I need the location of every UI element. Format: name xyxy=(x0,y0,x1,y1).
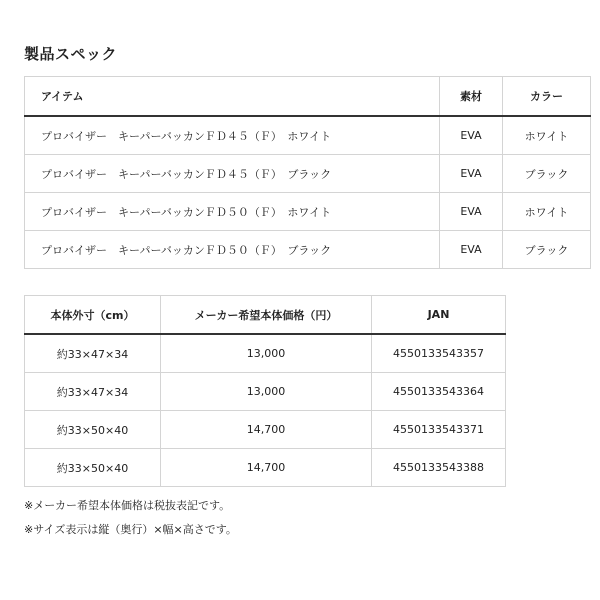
spec-cell-item: プロバイザー キーパーバッカンＦＤ５０（Ｆ） ホワイト xyxy=(25,193,440,231)
spec-cell-item: プロバイザー キーパーバッカンＦＤ５０（Ｆ） ブラック xyxy=(25,231,440,269)
price-cell-price: 14,700 xyxy=(161,449,372,487)
spec-cell-color: ブラック xyxy=(503,155,591,193)
table-row xyxy=(25,231,591,269)
price-cell-size: 約33×50×40 xyxy=(25,449,161,487)
note-tax: ※メーカー希望本体価格は税抜表記です。 xyxy=(24,499,231,512)
price-cell-jan: 4550133543364 xyxy=(372,373,506,411)
table-row xyxy=(25,155,591,193)
page-title: 製品スペック xyxy=(24,45,118,63)
note-size: ※サイズ表示は縦（奥行）×幅×高さです。 xyxy=(24,523,237,536)
price-cell-size: 約33×47×34 xyxy=(25,373,161,411)
spec-cell-color: ブラック xyxy=(503,231,591,269)
spec-cell-color: ホワイト xyxy=(503,193,591,231)
price-cell-price: 14,700 xyxy=(161,411,372,449)
spec-cell-item: プロバイザー キーパーバッカンＦＤ４５（Ｆ） ホワイト xyxy=(25,116,440,155)
table-row xyxy=(25,334,506,373)
price-header-jan: JAN xyxy=(372,296,506,335)
spec-header-material: 素材 xyxy=(440,77,503,117)
spec-cell-item: プロバイザー キーパーバッカンＦＤ４５（Ｆ） ブラック xyxy=(25,155,440,193)
price-cell-jan: 4550133543357 xyxy=(372,334,506,373)
spec-table xyxy=(24,76,591,269)
spec-cell-material: EVA xyxy=(440,231,503,269)
price-cell-size: 約33×47×34 xyxy=(25,334,161,373)
spec-cell-material: EVA xyxy=(440,116,503,155)
spec-cell-material: EVA xyxy=(440,155,503,193)
price-table-header-row xyxy=(25,296,506,335)
price-cell-size: 約33×50×40 xyxy=(25,411,161,449)
table-row xyxy=(25,193,591,231)
spec-cell-material: EVA xyxy=(440,193,503,231)
price-header-price: メーカー希望本体価格（円） xyxy=(161,296,372,335)
spec-table-header-row xyxy=(25,77,591,117)
price-table xyxy=(24,295,506,487)
table-row xyxy=(25,116,591,155)
price-header-size: 本体外寸（cm） xyxy=(25,296,161,335)
table-row xyxy=(25,373,506,411)
table-row xyxy=(25,449,506,487)
spec-cell-color: ホワイト xyxy=(503,116,591,155)
price-cell-price: 13,000 xyxy=(161,334,372,373)
price-cell-jan: 4550133543388 xyxy=(372,449,506,487)
price-cell-price: 13,000 xyxy=(161,373,372,411)
spec-header-item: アイテム xyxy=(25,77,440,117)
spec-header-color: カラー xyxy=(503,77,591,117)
table-row xyxy=(25,411,506,449)
price-cell-jan: 4550133543371 xyxy=(372,411,506,449)
